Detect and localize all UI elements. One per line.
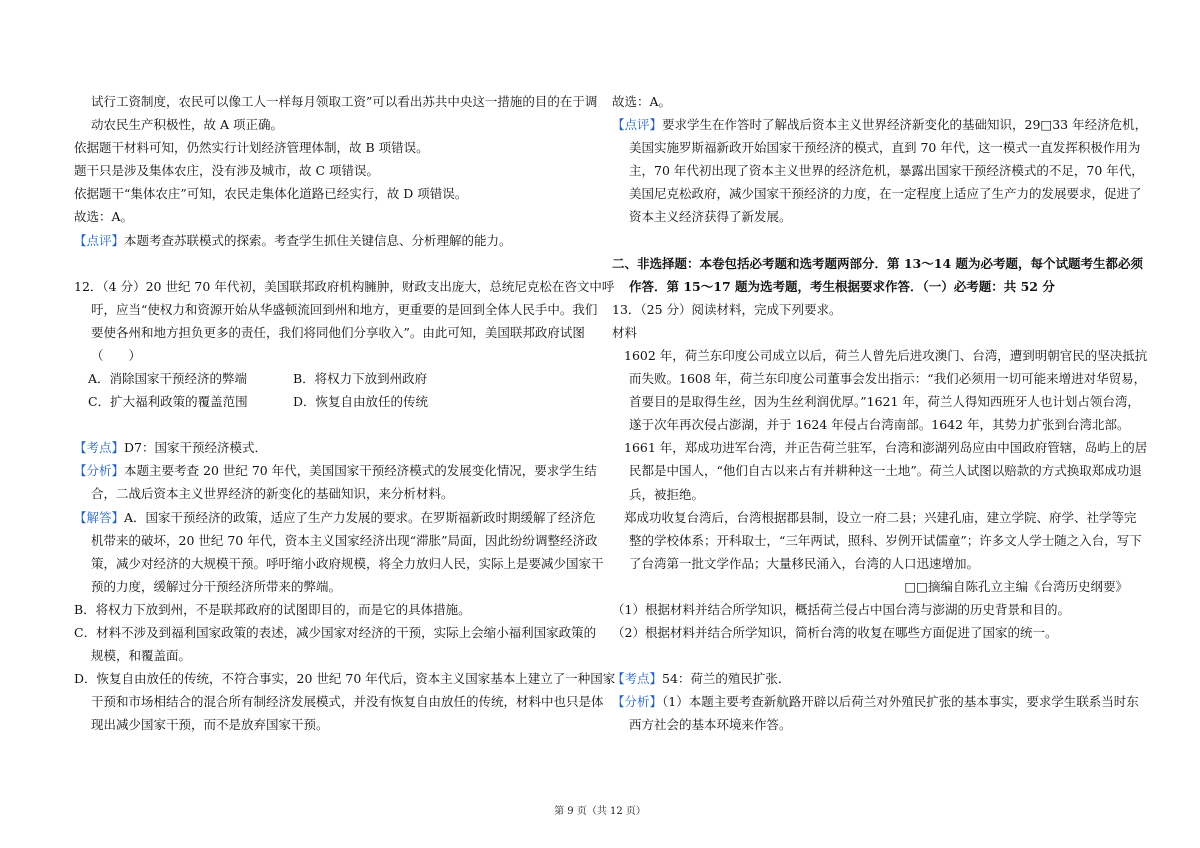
kaodian-text: D7：国家干预经济模式． bbox=[124, 440, 267, 456]
text-line: 资本主义经济获得了新发展。 bbox=[629, 209, 792, 225]
material-label: 材料 bbox=[612, 324, 638, 340]
material-line: 遂于次年再次侵占澎湖，并于 1624 年侵占台湾南部。1642 年，其势力扩张到台湾北部。 bbox=[629, 417, 1130, 433]
question-part-1: （1）根据材料并结合所学知识，概括荷兰侵占中国台湾与澎湖的历史背景和目的。 bbox=[612, 601, 1070, 617]
fenxi-tag: 【分析】 bbox=[74, 463, 125, 479]
option-b: B．将权力下放到州政府 bbox=[293, 371, 428, 387]
text-line: 题干只是涉及集体农庄，没有涉及城市，故 C 项错误。 bbox=[74, 163, 380, 179]
text-line: 合，二战后资本主义世界经济的新变化的基础知识，来分析材料。 bbox=[91, 486, 454, 502]
kaodian-text: 54：荷兰的殖民扩张． bbox=[662, 671, 791, 687]
material-line: 整的学校体系；开科取士，“三年两试，照科、岁例开试儒童”；许多文人学士随之入台，写下 bbox=[629, 532, 1142, 548]
question-13-stem: 13．（25 分）阅读材料，完成下列要求。 bbox=[612, 301, 842, 317]
kaodian-tag: 【考点】 bbox=[74, 440, 125, 456]
material-line: 民都是中国人，“他们自古以来占有并耕种这一土地”。荷兰人试图以赔款的方式换取郑成功退 bbox=[629, 463, 1142, 479]
text-line: B．将权力下放到州，不是联邦政府的试图即目的，而是它的具体措施。 bbox=[74, 601, 471, 617]
fenxi-text: 本题主要考查 20 世纪 70 年代，美国国家干预经济模式的发展变化情况，要求学生结 bbox=[124, 463, 597, 479]
dianping-tag: 【点评】 bbox=[612, 117, 663, 133]
comment-tag: 【点评】 bbox=[74, 232, 125, 248]
text-line: C．材料不涉及到福利国家政策的表述，减少国家对经济的干预，实际上会缩小福利国家政策的 bbox=[74, 624, 597, 640]
fenxi-line bbox=[612, 690, 1139, 713]
material-line: 郑成功收复台湾后，台湾根据郡县制，设立一府二县；兴建孔庙，建立学院、府学、社学等完 bbox=[624, 509, 1137, 525]
left-column bbox=[74, 90, 616, 736]
text-line: 要使各州和地方担负更多的责任，我们将同他们分享收入”。由此可知，美国联邦政府试图 bbox=[91, 324, 585, 340]
options-row bbox=[74, 390, 606, 413]
jieda-text: A．国家干预经济的政策，适应了生产力发展的要求。在罗斯福新政时期缓解了经济危 bbox=[124, 509, 596, 525]
material-line: 了台湾第一批文学作品；大量移民涌入，台湾的人口迅速增加。 bbox=[629, 555, 980, 571]
text-line: 美国尼克松政府，减少国家干预经济的力度，在一定程度上适应了生产力的发展要求，促进了 bbox=[629, 186, 1142, 202]
dianping-text: 要求学生在作答时了解战后资本主义世界经济新变化的基础知识，29□33 年经济危机， bbox=[662, 117, 1148, 133]
page-number: 第 9 页（共 12 页） bbox=[554, 806, 646, 817]
material-source: □□摘编自陈孔立主编《台湾历史纲要》 bbox=[904, 578, 1128, 594]
text-line: 依据题干“集体农庄”可知，农民走集体化道路已经实行，故 D 项错误。 bbox=[74, 186, 468, 202]
material-line: 1661 年，郑成功进军台湾，并正告荷兰驻军，台湾和澎湖列岛应由中国政府管辖，岛屿上的居 bbox=[624, 440, 1148, 456]
text-line: 美国实施罗斯福新政开始国家干预经济的模式，直到 70 年代，这一模式一直发挥积极作用为 bbox=[629, 140, 1141, 156]
text-line: 现出减少国家干预，而不是放弃国家干预。 bbox=[91, 717, 329, 733]
text-line: 依据题干材料可知，仍然实行计划经济管理体制，故 B 项错误。 bbox=[74, 140, 429, 156]
text-line: 规模，和覆盖面。 bbox=[91, 648, 192, 664]
option-c: C．扩大福利政策的覆盖范围 bbox=[88, 394, 248, 410]
text-line: 干预和市场相结合的混合所有制经济发展模式，并没有恢复自由放任的传统，材料中也只是体 bbox=[91, 694, 604, 710]
material-line: 首要目的是取得生丝，因为生丝利润优厚。”1621 年，荷兰人得知西班牙人也计划占领台湾， bbox=[629, 394, 1140, 410]
kaodian-line bbox=[612, 667, 1132, 690]
question-12-stem: 12．（4 分）20 世纪 70 年代初，美国联邦政府机构臃肿，财政支出庞大，总统尼克松在咨文中呼 bbox=[74, 278, 615, 294]
answer-blank: （ ） bbox=[91, 347, 142, 363]
fenxi-line bbox=[74, 459, 606, 482]
text-line: 预的力度，缓解过分干预经济所带来的弊端。 bbox=[91, 578, 342, 594]
comment-line bbox=[74, 229, 606, 252]
jieda-tag: 【解答】 bbox=[74, 509, 125, 525]
text-line: 故选：A。 bbox=[612, 94, 672, 109]
kaodian-line bbox=[74, 436, 606, 459]
fenxi-text: （1）本题主要考查新航路开辟以后荷兰对外殖民扩张的基本事实，要求学生联系当时东 bbox=[662, 694, 1139, 710]
section-heading: 二、非选择题：本卷包括必考题和选考题两部分．第 13～14 题为必考题，每个试题考生都必须 bbox=[612, 255, 1143, 271]
material-line: 兵，被拒绝。 bbox=[629, 486, 705, 502]
kaodian-tag: 【考点】 bbox=[612, 671, 663, 687]
text-line: 西方社会的基本环境来作答。 bbox=[629, 717, 792, 733]
option-a: A．消除国家干预经济的弊端 bbox=[88, 371, 248, 387]
jieda-line bbox=[74, 506, 606, 529]
comment-text: 本题考查苏联模式的探索。考查学生抓住关键信息、分析理解的能力。 bbox=[124, 232, 512, 248]
dianping-line bbox=[612, 113, 1148, 136]
text-line: 故选：A。 bbox=[74, 209, 134, 225]
right-column bbox=[612, 90, 1148, 736]
text-line: 动农民生产积极性，故 A 项正确。 bbox=[91, 117, 283, 133]
text-line: D．恢复自由放任的传统，不符合事实，20 世纪 70 年代后，资本主义国家基本上建立了一种国家 bbox=[74, 671, 616, 687]
section-heading: 作答．第 15～17 题为选考题，考生根据要求作答．（一）必考题：共 52 分 bbox=[629, 278, 1055, 294]
option-d: D．恢复自由放任的传统 bbox=[293, 394, 429, 410]
fenxi-tag: 【分析】 bbox=[612, 694, 663, 710]
text-line: 机带来的破坏，20 世纪 70 年代，资本主义国家经济出现“滞胀”局面，因此纷纷调整经济政 bbox=[91, 532, 598, 548]
options-row bbox=[74, 367, 606, 390]
question-part-2: （2）根据材料并结合所学知识，简析台湾的收复在哪些方面促进了国家的统一。 bbox=[612, 625, 1058, 641]
text-line: 策，减少对经济的大规模干预。呼吁缩小政府规模，将全力放归人民，实际上是要减少国家干 bbox=[91, 555, 604, 571]
text-line: 吁，应当“使权力和资源开始从华盛顿流回到州和地方，更重要的是回到全体人民手中。我们 bbox=[91, 301, 598, 317]
material-line: 而失败。1608 年，荷兰东印度公司董事会发出指示：“我们必须用一切可能来增进对华贸易， bbox=[629, 371, 1147, 387]
text-line: 试行工资制度，农民可以像工人一样每月领取工资”可以看出苏共中央这一措施的目的在于调 bbox=[91, 94, 598, 109]
material-line: 1602 年，荷兰东印度公司成立以后，荷兰人曾先后进攻澳门、台湾，遭到明朝官民的坚决抵抗 bbox=[624, 347, 1148, 363]
text-line: 主，70 年代初出现了资本主义世界的经济危机，暴露出国家干预经济模式的不足，70 年代， bbox=[629, 163, 1144, 179]
